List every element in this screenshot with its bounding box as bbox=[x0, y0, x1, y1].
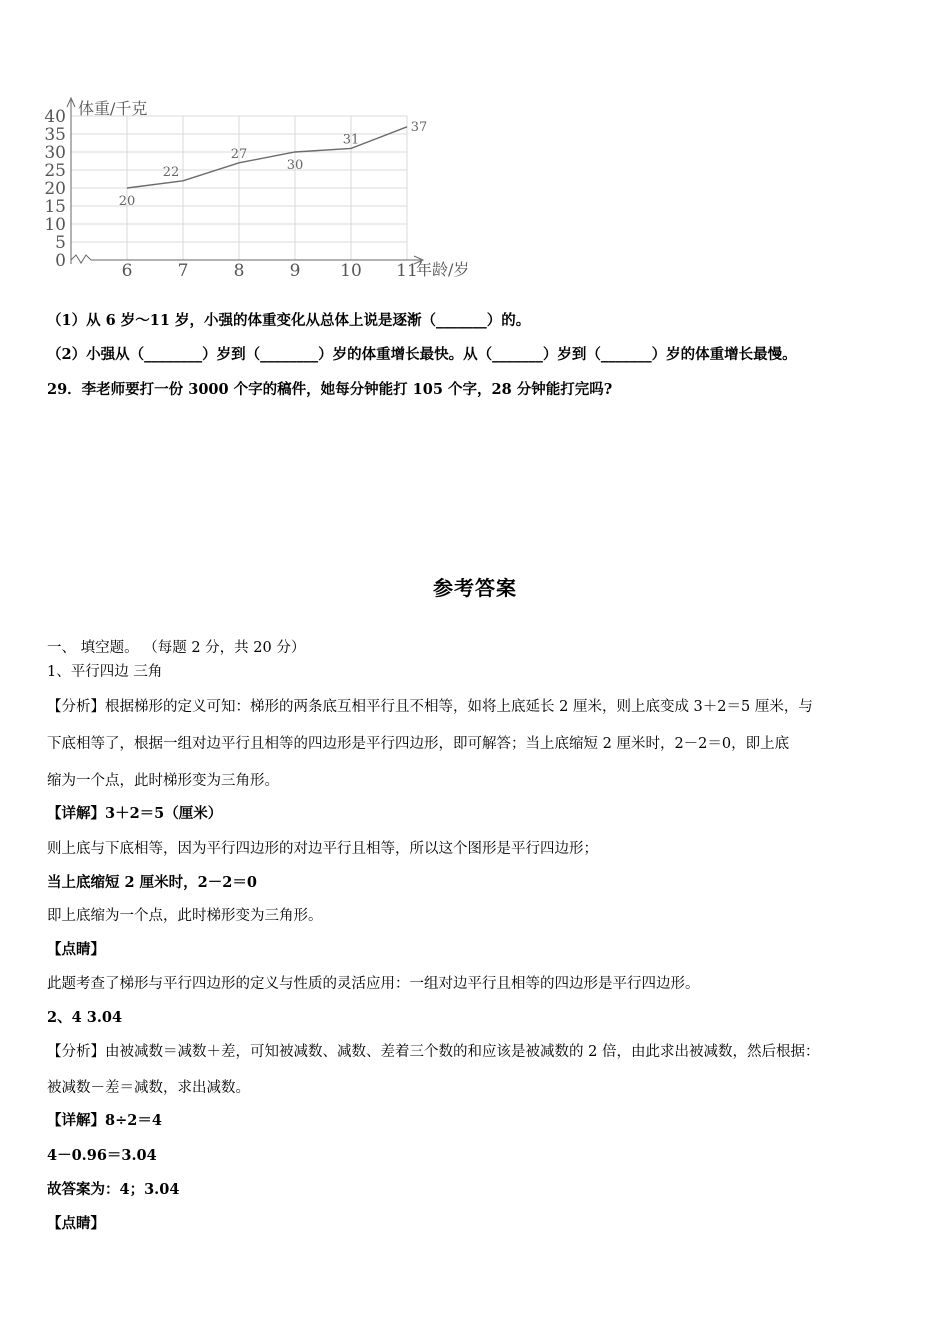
weight-age-line-chart bbox=[38, 92, 488, 287]
data-label: 20 bbox=[118, 194, 136, 209]
answer-2-detail-line1: 4－0.96＝3.04 bbox=[47, 1147, 157, 1164]
answer-1-detail-line1: 则上底与下底相等，因为平行四边形的对边平行且相等，所以这个图形是平行四边形； bbox=[47, 841, 598, 857]
y-tick-label: 20 bbox=[44, 179, 66, 199]
x-tick-label: 7 bbox=[177, 261, 189, 281]
answer-1-analysis-line2: 下底相等了，根据一组对边平行且相等的四边形是平行四边形，即可解答；当上底缩短 2 厘米时，2－2＝0，即上底 bbox=[47, 736, 790, 752]
data-label: 22 bbox=[162, 164, 180, 180]
x-tick-label: 11 bbox=[396, 261, 418, 281]
y-tick-label: 35 bbox=[44, 125, 66, 145]
data-labels bbox=[119, 120, 428, 209]
section-1-header: 一、 填空题。 （每题 2 分，共 20 分） bbox=[47, 640, 306, 656]
x-tick-labels bbox=[122, 261, 418, 281]
answer-1-tip-text: 此题考查了梯形与平行四边形的定义与性质的灵活应用：一组对边平行且相等的四边形是平行四边形。 bbox=[47, 976, 700, 992]
answer-1-analysis-line1: 【分析】根据梯形的定义可知：梯形的两条底互相平行且不相等，如将上底延长 2 厘米，则上底变成 3＋2＝5 厘米，与 bbox=[47, 699, 813, 715]
answer-1-detail: 【详解】3＋2＝5（厘米） bbox=[47, 805, 223, 822]
answer-1-detail-line3: 即上底缩为一个点，此时梯形变为三角形。 bbox=[47, 908, 323, 924]
answer-2-detail: 【详解】8÷2＝4 bbox=[47, 1112, 162, 1129]
y-tick-label: 30 bbox=[44, 143, 66, 163]
x-tick-label: 9 bbox=[289, 261, 301, 281]
answer-2-detail-line2: 故答案为：4；3.04 bbox=[47, 1181, 180, 1198]
answer-2-tip: 【点睛】 bbox=[47, 1215, 105, 1232]
question-28-part2: （2）小强从（________）岁到（________）岁的体重增长最快。从（_______）岁到（_______）岁的体重增长最慢。 bbox=[47, 346, 797, 363]
answer-2-head: 2、4 3.04 bbox=[47, 1009, 123, 1026]
y-tick-label: 15 bbox=[44, 197, 66, 217]
x-tick-label: 6 bbox=[121, 261, 133, 281]
x-axis-label: 年龄/岁 bbox=[416, 260, 470, 279]
data-label: 30 bbox=[286, 158, 304, 173]
answers-title: 参考答案 bbox=[433, 576, 517, 600]
data-label: 27 bbox=[230, 146, 248, 162]
y-axis-label: 体重/千克 bbox=[78, 99, 148, 118]
data-label: 31 bbox=[342, 132, 360, 148]
answer-1-detail-line2: 当上底缩短 2 厘米时，2－2＝0 bbox=[47, 874, 257, 891]
answer-1-tip: 【点睛】 bbox=[47, 941, 105, 958]
y-tick-labels bbox=[44, 107, 66, 271]
question-28-part1: （1）从 6 岁～11 岁，小强的体重变化从总体上说是逐渐（_______）的。 bbox=[47, 312, 531, 329]
x-tick-label: 10 bbox=[340, 261, 362, 281]
y-tick-label: 10 bbox=[44, 215, 66, 235]
y-tick-label: 25 bbox=[44, 161, 66, 181]
question-29: 29．李老师要打一份 3000 个字的稿件，她每分钟能打 105 个字，28 分钟能打完吗? bbox=[47, 381, 613, 398]
answer-1-head: 1、平行四边 三角 bbox=[47, 664, 163, 680]
answer-1-analysis-line3: 缩为一个点，此时梯形变为三角形。 bbox=[47, 773, 279, 789]
answer-2-analysis-line2: 被减数－差＝减数，求出减数。 bbox=[47, 1080, 250, 1096]
answer-2-analysis-line1: 【分析】由被减数＝减数＋差，可知被减数、减数、差着三个数的和应该是被减数的 2 倍，由此求出被减数，然后根据： bbox=[47, 1044, 820, 1060]
y-tick-label: 0 bbox=[55, 251, 66, 271]
x-tick-label: 8 bbox=[233, 261, 245, 281]
y-tick-label: 5 bbox=[55, 233, 66, 253]
data-label: 37 bbox=[410, 119, 428, 135]
y-tick-label: 40 bbox=[44, 107, 66, 127]
chart-axes bbox=[67, 98, 423, 264]
